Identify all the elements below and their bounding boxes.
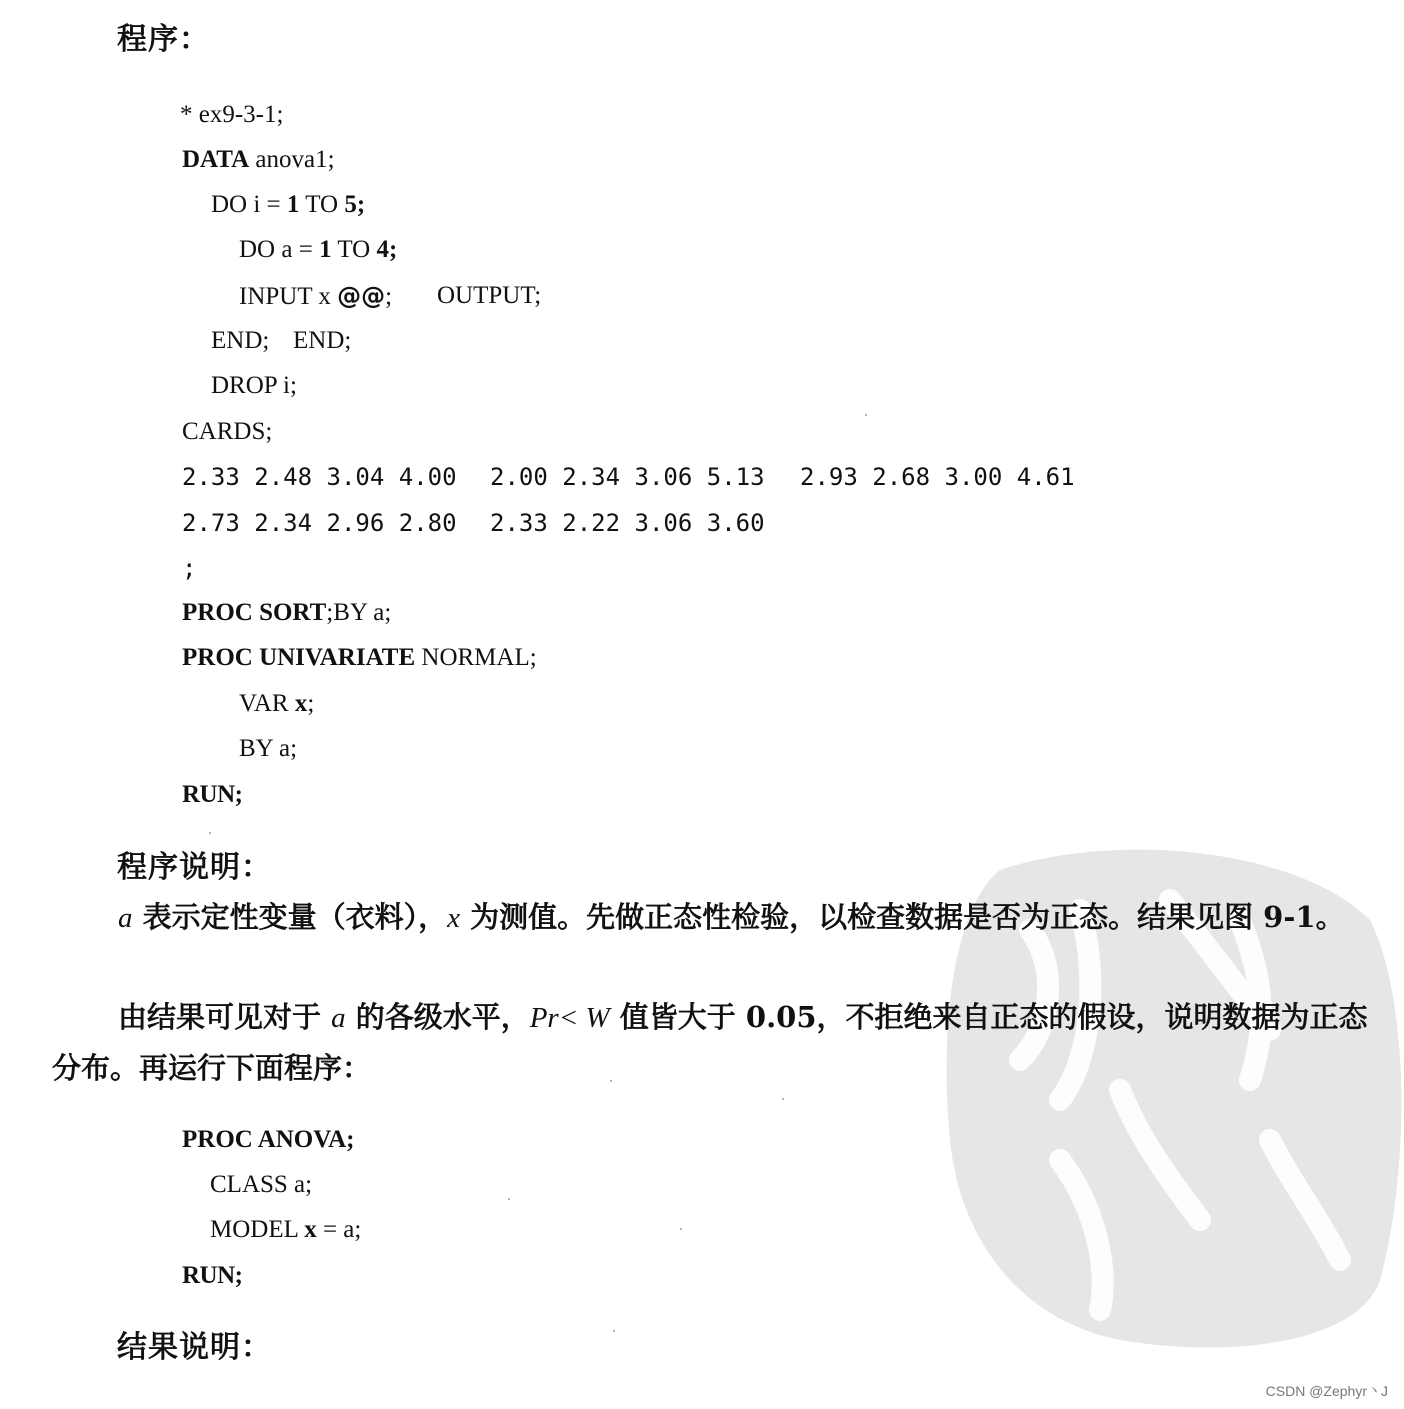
data-row-2a: 2.73 2.34 2.96 2.80 — [182, 509, 457, 537]
code-do-i-end: 5 — [344, 191, 357, 218]
code-run-1: RUN; — [182, 781, 243, 808]
result-notes-heading: 结果说明： — [117, 1330, 272, 1365]
code-do-i-pre: DO i = — [211, 191, 287, 218]
para2-text-2: 的各级水平， — [345, 1000, 530, 1034]
code-semicolon: ; — [182, 554, 197, 582]
data-row-1c: 2.93 2.68 3.00 4.61 — [800, 463, 1075, 491]
scan-speck — [613, 1330, 615, 1332]
code-model-pre: MODEL — [210, 1216, 305, 1243]
code-proc-univariate-rest: NORMAL; — [415, 644, 537, 671]
code-input-pre: INPUT x — [239, 283, 338, 310]
code-end-1: END; — [211, 327, 270, 354]
scan-speck — [680, 1228, 682, 1230]
code-proc-sort-rest: ;BY a; — [326, 599, 392, 626]
keyword-proc-anova: PROC ANOVA — [182, 1126, 347, 1153]
para2-text-1: 由结果可见对于 — [118, 1000, 332, 1034]
paragraph-1 — [52, 892, 1372, 943]
code-do-a-end: 4 — [376, 236, 389, 263]
scan-speck — [508, 1198, 510, 1200]
code-end-2: END; — [293, 327, 352, 354]
var-a-2: a — [331, 1002, 346, 1034]
data-row-1b: 2.00 2.34 3.06 5.13 — [490, 463, 765, 491]
code-data-line — [182, 145, 335, 175]
para2-text-3: 值皆大于 0.05，不拒绝来自正态的假设，说明数据为正态分布。再运行下面程序： — [52, 1000, 1368, 1085]
scan-speck — [782, 1098, 784, 1100]
data-row-2b: 2.33 2.22 3.06 3.60 — [490, 509, 765, 537]
scan-speck — [610, 1080, 612, 1082]
code-input-at: @@ — [337, 282, 386, 310]
code-proc-anova-semicolon: ; — [346, 1126, 355, 1153]
code-do-a-start: 1 — [319, 236, 332, 263]
para1-text-1: 表示定性变量（衣料）， — [132, 900, 448, 934]
code-proc-univariate-line — [182, 643, 537, 673]
code-do-i-start: 1 — [286, 191, 300, 218]
keyword-proc-sort: PROC SORT — [182, 599, 327, 626]
paragraph-2 — [52, 992, 1372, 1093]
keyword-proc-univariate: PROC UNIVARIATE — [182, 644, 416, 671]
var-a: a — [118, 902, 133, 934]
code-comment: * ex9-3-1; — [180, 101, 284, 128]
code-proc-sort-line — [182, 598, 391, 628]
code-input-semicolon: ; — [385, 283, 393, 310]
code-model-x: x — [304, 1216, 317, 1243]
code-do-a-to: TO — [331, 236, 377, 263]
code-proc-anova-line — [182, 1125, 354, 1155]
code-var-line — [239, 689, 314, 719]
scan-speck — [209, 832, 211, 834]
code-model-rest: = a; — [316, 1216, 362, 1243]
code-output: OUTPUT; — [437, 282, 542, 309]
program-notes-heading: 程序说明： — [117, 850, 272, 885]
code-do-a-pre: DO a = — [239, 236, 320, 263]
code-do-i-to: TO — [299, 191, 345, 218]
code-var-pre: VAR — [239, 690, 295, 717]
code-class: CLASS a; — [210, 1171, 313, 1198]
code-by: BY a; — [239, 735, 298, 762]
code-drop: DROP i; — [211, 372, 297, 399]
code-input-line — [239, 281, 392, 312]
code-data-rest: anova1; — [249, 146, 335, 173]
code-var-semicolon: ; — [307, 690, 315, 717]
data-row-1a: 2.33 2.48 3.04 4.00 — [182, 463, 457, 491]
para1-text-2: 为测值。先做正态性检验，以检查数据是否为正态。结果见图 9-1。 — [459, 900, 1345, 934]
code-do-i-line — [211, 190, 365, 220]
var-x: x — [447, 902, 460, 934]
code-model-line — [210, 1215, 361, 1245]
code-run-2: RUN; — [182, 1262, 243, 1289]
program-heading: 程序： — [117, 22, 210, 57]
code-do-a-semicolon: ; — [388, 236, 398, 263]
code-do-i-semicolon: ; — [356, 191, 366, 218]
code-cards: CARDS; — [182, 418, 273, 445]
code-do-a-line — [239, 235, 397, 265]
source-credit: CSDN @Zephyr丶J — [1265, 1383, 1388, 1399]
code-var-x: x — [294, 690, 308, 717]
keyword-data: DATA — [182, 146, 250, 173]
scan-speck — [865, 414, 867, 416]
pr-w: Pr< W — [529, 1002, 610, 1034]
